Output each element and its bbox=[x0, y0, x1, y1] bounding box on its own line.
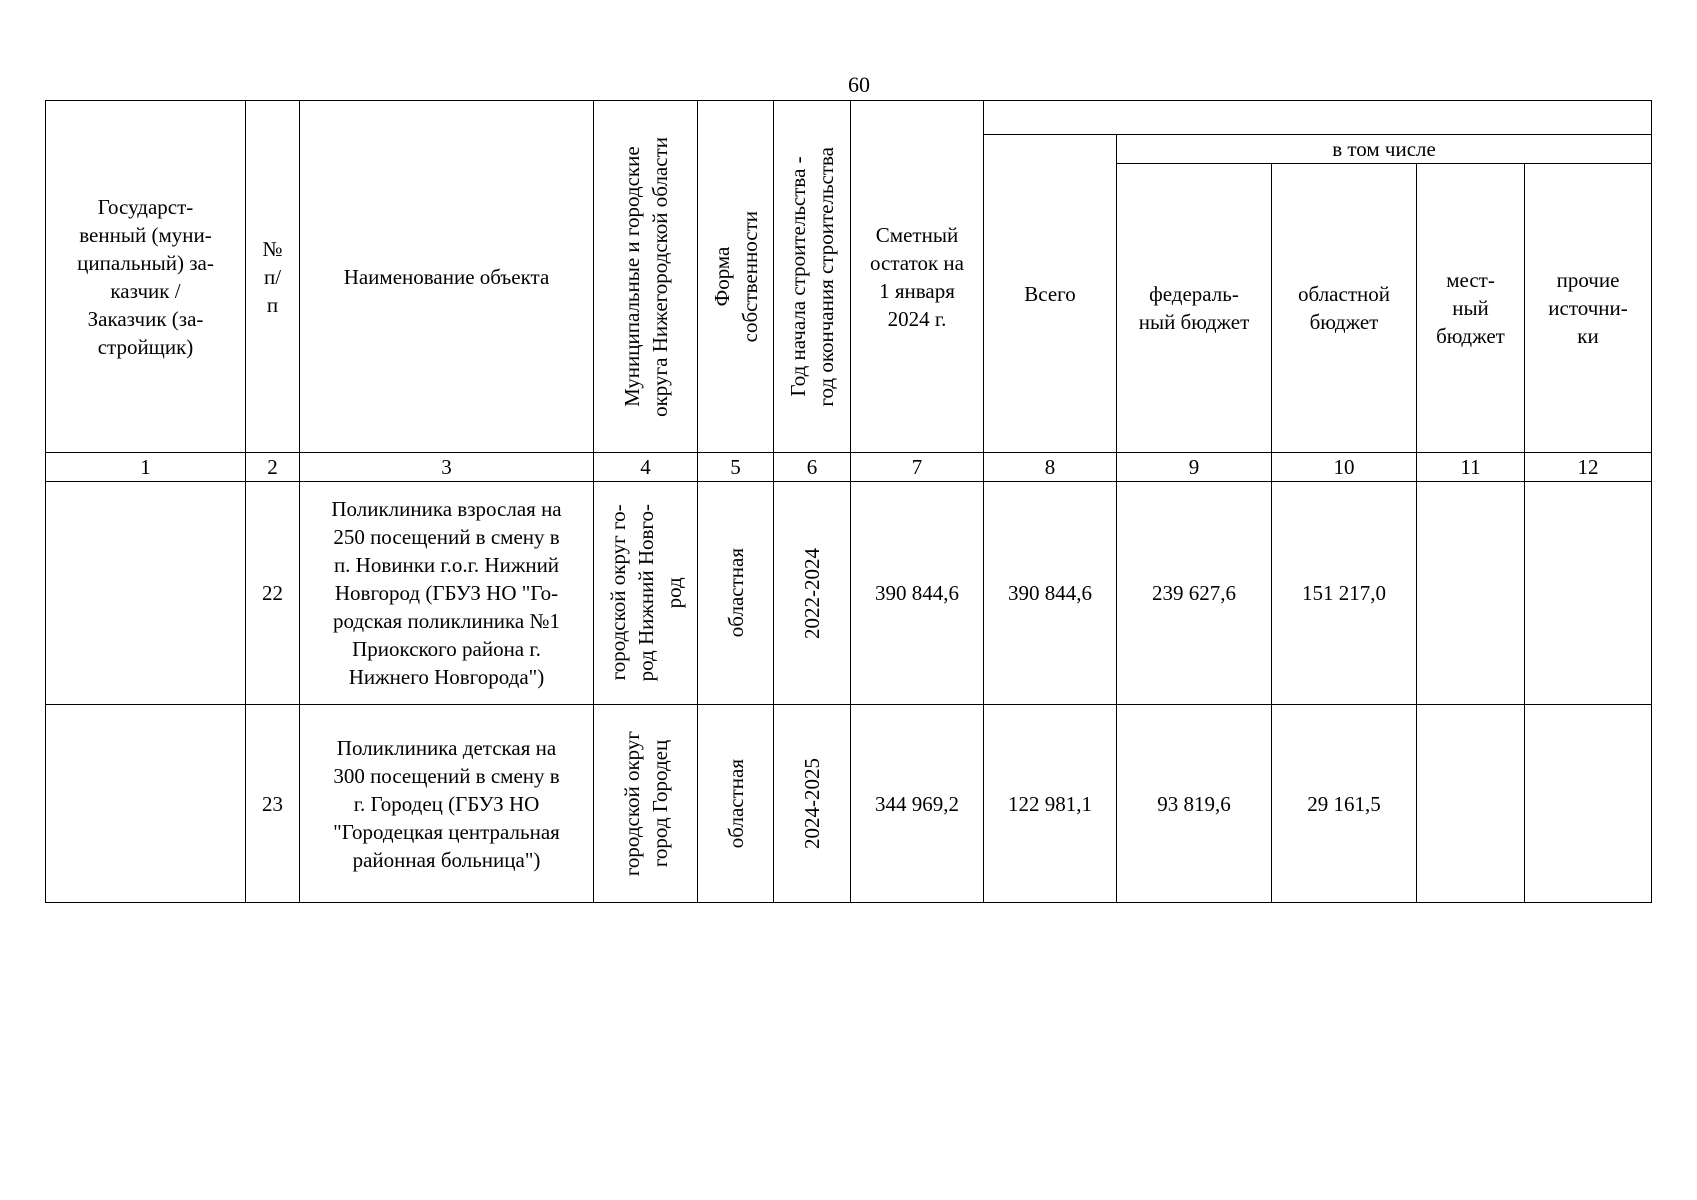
cell-other-sources bbox=[1525, 705, 1652, 903]
header-financing-empty bbox=[984, 101, 1652, 135]
column-number: 6 bbox=[774, 453, 851, 482]
header-including: в том числе bbox=[1117, 135, 1652, 164]
cell-local-budget bbox=[1417, 705, 1525, 903]
header-municipality: Муниципальные и городские округа Нижегородской области bbox=[594, 101, 698, 453]
cell-estimate-balance: 390 844,6 bbox=[851, 482, 984, 705]
cell-estimate-balance: 344 969,2 bbox=[851, 705, 984, 903]
cell-ownership: областная bbox=[698, 482, 774, 705]
cell-years: 2022-2024 bbox=[774, 482, 851, 705]
cell-federal-budget: 93 819,6 bbox=[1117, 705, 1272, 903]
cell-object-name: Поликлиника детская на 300 посещений в смену в г. Городец (ГБУЗ НО "Городецкая центральная районная больница") bbox=[300, 705, 594, 903]
construction-objects-table bbox=[45, 100, 1652, 903]
cell-customer bbox=[46, 705, 246, 903]
cell-number: 23 bbox=[246, 705, 300, 903]
cell-number: 22 bbox=[246, 482, 300, 705]
cell-other-sources bbox=[1525, 482, 1652, 705]
header-ownership: Форма собственности bbox=[698, 101, 774, 453]
header-customer: Государст- венный (муни- ципальный) за- казчик / Заказчик (за- стройщик) bbox=[46, 101, 246, 453]
header-number: № п/ п bbox=[246, 101, 300, 453]
cell-total: 122 981,1 bbox=[984, 705, 1117, 903]
page-number: 60 bbox=[848, 72, 870, 97]
header-years: Год начала строительства - год окончания строительства bbox=[774, 101, 851, 453]
column-number: 7 bbox=[851, 453, 984, 482]
cell-regional-budget: 29 161,5 bbox=[1272, 705, 1417, 903]
table-row bbox=[46, 705, 1652, 903]
column-number: 8 bbox=[984, 453, 1117, 482]
cell-ownership: областная bbox=[698, 705, 774, 903]
header-other-sources: прочие источни- ки bbox=[1525, 164, 1652, 453]
table-body bbox=[46, 482, 1652, 903]
column-number: 1 bbox=[46, 453, 246, 482]
header-object-name: Наименование объекта bbox=[300, 101, 594, 453]
cell-local-budget bbox=[1417, 482, 1525, 705]
column-number: 5 bbox=[698, 453, 774, 482]
header-estimate-balance: Сметный остаток на 1 января 2024 г. bbox=[851, 101, 984, 453]
column-number: 11 bbox=[1417, 453, 1525, 482]
column-numbers-row bbox=[46, 453, 1652, 482]
cell-regional-budget: 151 217,0 bbox=[1272, 482, 1417, 705]
header-total: Всего bbox=[984, 135, 1117, 453]
column-number: 10 bbox=[1272, 453, 1417, 482]
column-number: 9 bbox=[1117, 453, 1272, 482]
cell-municipality: городской округ город Городец bbox=[594, 705, 698, 903]
column-number: 2 bbox=[246, 453, 300, 482]
header-local-budget: мест- ный бюджет bbox=[1417, 164, 1525, 453]
cell-federal-budget: 239 627,6 bbox=[1117, 482, 1272, 705]
cell-municipality: городской округ го- род Нижний Новго- род bbox=[594, 482, 698, 705]
cell-customer bbox=[46, 482, 246, 705]
header-regional-budget: областной бюджет bbox=[1272, 164, 1417, 453]
column-number: 4 bbox=[594, 453, 698, 482]
column-number: 12 bbox=[1525, 453, 1652, 482]
cell-years: 2024-2025 bbox=[774, 705, 851, 903]
table-header bbox=[46, 101, 1652, 482]
table-row bbox=[46, 482, 1652, 705]
column-number: 3 bbox=[300, 453, 594, 482]
cell-object-name: Поликлиника взрослая на 250 посещений в смену в п. Новинки г.о.г. Нижний Новгород (ГБУЗ НО "Го- родская поликлиника №1 Приокского района г. Нижнего Новгорода") bbox=[300, 482, 594, 705]
header-federal-budget: федераль- ный бюджет bbox=[1117, 164, 1272, 453]
cell-total: 390 844,6 bbox=[984, 482, 1117, 705]
